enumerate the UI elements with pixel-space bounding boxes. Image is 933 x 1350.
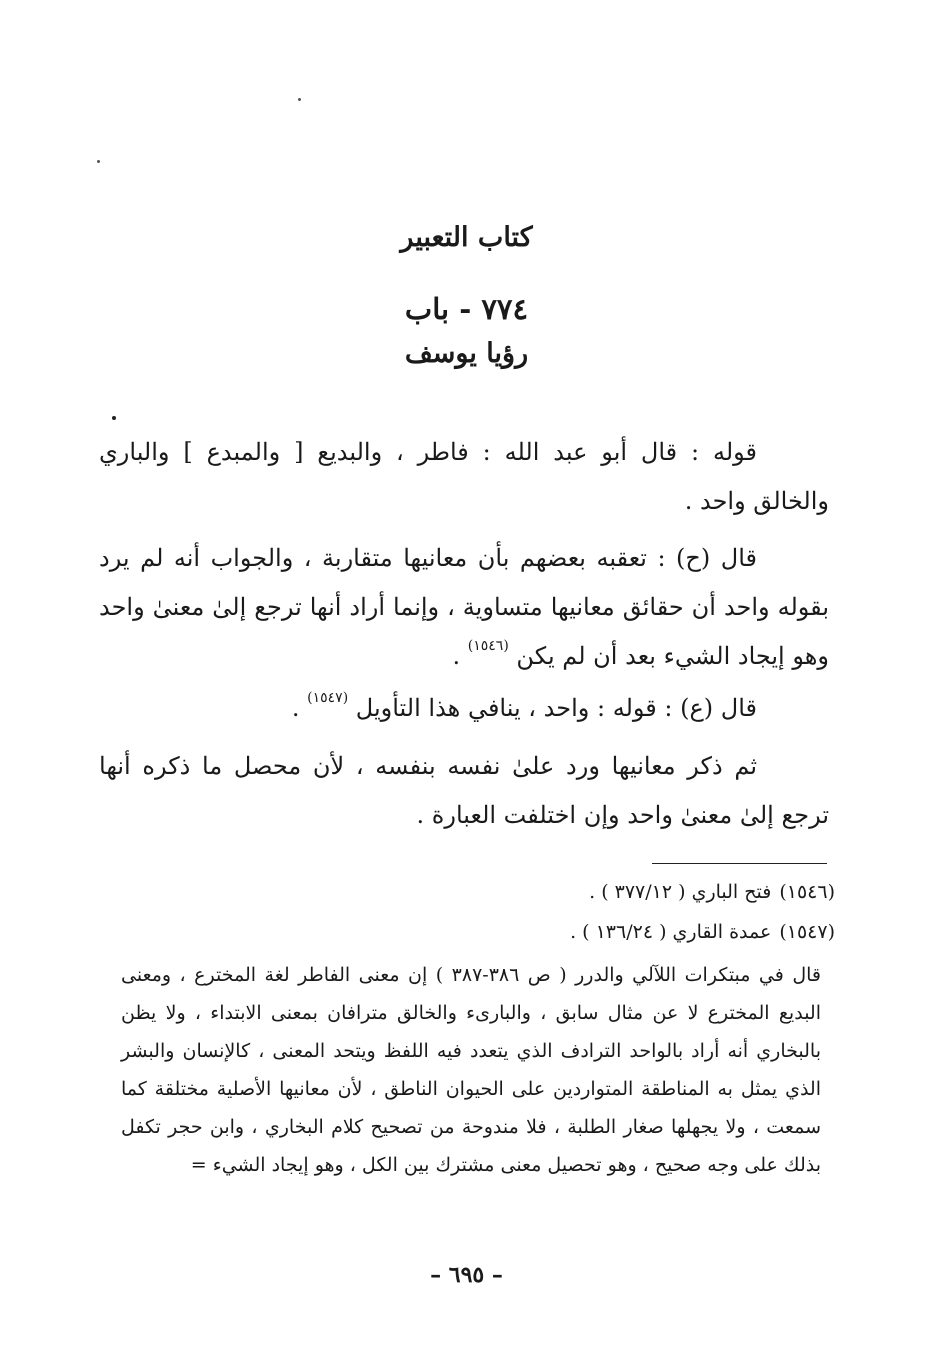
footnote-separator — [652, 863, 827, 864]
footnote-text: عمدة القاري ( ١٣٦/٢٤ ) . — [570, 921, 772, 943]
footnote-reference: (١٥٤٦) — [467, 638, 509, 654]
chapter-heading: ٧٧٤ - باب — [404, 292, 529, 326]
paragraph-text: قال (ع) : قوله : واحد ، ينافي هذا التأويل — [355, 694, 757, 722]
paragraph-text: قوله : قال أبو عبد الله : فاطر ، والبديع [ والمبدع ] والباري والخالق واحد . — [99, 438, 829, 515]
paragraph-text: قال (ح) : تعقبه بعضهم بأن معانيها متقاربة ، والجواب أنه لم يرد بقوله واحد أن حقائق معانيها متساوية ، وإنما أراد أنها ترجع إلىٰ معنىٰ واحد وهو إيجاد الشيء بعد أن لم يكن — [99, 544, 829, 670]
footnote-number: (١٥٤٧) — [779, 921, 835, 943]
commentary-text: قال في مبتكرات اللآلي والدرر ( ص ٣٨٦-٣٨٧ ) إن معنى الفاطر لغة المخترع ، ومعنى البديع المخترع لا عن مثال سابق ، والبارىء والخالق مترافان بمعنى الابتداء ، ولا يظن بالبخاري أنه أراد بالواحد الترادف الذي يتعدد فيه اللفظ ويتحد المعنى ، كالإنسان والبشر الذي يمثل به المناطقة المتواردين على الحيوان الناطق ، لأن معانيها الأصلية مختلقة كما سمعت ، ولا يجهلها صغار الطلبة ، فلا مندوحة من تصحيح كلام البخاري ، وابن حجر تكفل بذلك على وجه صحيح ، وهو تحصيل معنى مشترك بين الكل ، وهو إيجاد الشيء = — [121, 964, 821, 1176]
footnote-reference: (١٥٤٧) — [307, 690, 349, 706]
ink-speck — [112, 416, 116, 420]
paragraph — [99, 428, 829, 526]
ink-speck — [298, 98, 301, 101]
footnote-text: فتح الباري ( ٣٧٧/١٢ ) . — [589, 881, 772, 903]
ink-speck — [97, 160, 100, 163]
paragraph — [99, 684, 829, 733]
page-number: – ٦٩٥ – — [430, 1262, 503, 1288]
paragraph — [99, 742, 829, 840]
chapter-subtitle: رؤيا يوسف — [404, 338, 529, 369]
footnote-number: (١٥٤٦) — [779, 881, 835, 903]
paragraph — [99, 534, 829, 681]
book-title: كتاب التعبير — [400, 222, 533, 253]
paragraph-end: . — [452, 642, 468, 670]
paragraph-text: ثم ذكر معانيها ورد علىٰ نفسه بنفسه ، لأن محصل ما ذكره أنها ترجع إلىٰ معنىٰ واحد وإن اختلفت العبارة . — [99, 752, 829, 829]
footnote-commentary — [121, 956, 821, 1184]
footnote — [95, 914, 835, 950]
paragraph-end: . — [291, 694, 308, 722]
footnote — [95, 874, 835, 910]
